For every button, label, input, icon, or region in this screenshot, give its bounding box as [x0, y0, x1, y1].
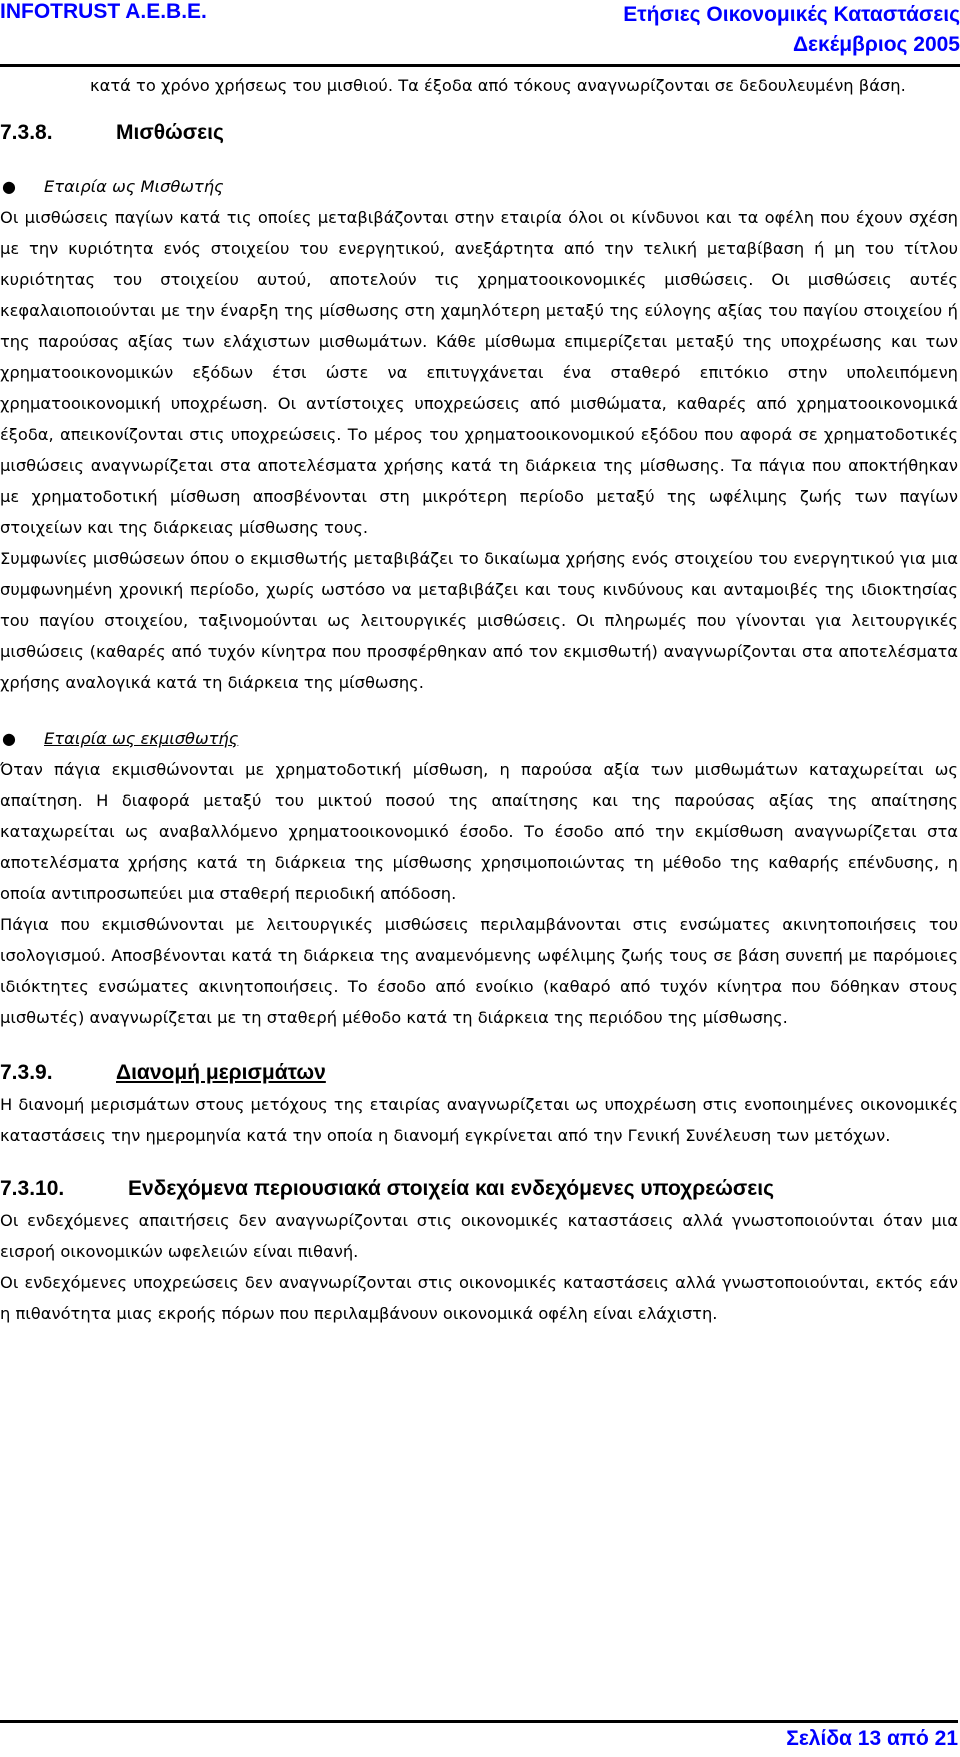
bullet-lessee — [0, 171, 958, 202]
section-number: 7.3.10. — [0, 1177, 65, 1200]
page-content — [0, 70, 958, 1329]
subsection-label-lessee: Εταιρία ως Μισθωτής — [44, 177, 224, 196]
page-footer — [0, 1720, 958, 1751]
lessee-paragraph-1: Οι μισθώσεις παγίων κατά τις οποίες μεταβιβάζονται στην εταιρία όλοι οι κίνδυνοι και τα οφέλη που έχουν σχέση με την κυριότητα ενός στοιχείου του ενεργητικού, ανεξάρτητα από την τελική μεταβίβαση ή μη του τίτλου κυριότητας του στοιχείου αυτού, αποτελούν τις χρηματοοικονομικές μισθώσεις. Οι μισθώσεις αυτές κεφαλαιοποιούνται με την έναρξη της μίσθωσης στη χαμηλότερη μεταξύ της εύλογης αξίας του παγίου στοιχείου ή της παρούσας αξίας των ελάχιστων μισθωμάτων. Κάθε μίσθωμα επιμερίζεται μεταξύ της υποχρέωσης και των χρηματοοικονομικών εξόδων έτσι ώστε να επιτυγχάνεται ένα σταθερό επιτόκιο στην υπολειπόμενη χρηματοοικονομική υποχρέωση. Οι αντίστοιχες υποχρεώσεις από μισθώματα, καθαρές από χρηματοοικονομικά έξοδα, απεικονίζονται στις υποχρεώσεις. Το μέρος του χρηματοοικονομικού εξόδου που αφορά σε χρηματοδοτικές μισθώσεις αναγνωρίζεται στα αποτελέσματα χρήσης κατά τη διάρκεια της μίσθωσης. Τα πάγια που αποκτήθηκαν με χρηματοδοτική μίσθωση αποσβένονται στη μικρότερη περίοδο μεταξύ της ωφέλιμης ζωής των παγίων στοιχείων και της διάρκειας μίσθωσης τους. — [0, 208, 958, 537]
section-title: Ενδεχόμενα περιουσιακά στοιχεία και ενδεχόμενες υποχρεώσεις — [128, 1177, 774, 1200]
section-title: Διανομή μερισμάτων — [116, 1061, 326, 1084]
bullet-lessor — [0, 723, 958, 754]
section-heading-contingencies — [0, 1175, 958, 1205]
company-name: INFOTRUST A.E.B.E. — [0, 0, 207, 23]
document-title: Ετήσιες Οικονομικές Καταστάσεις — [623, 3, 960, 26]
report-period: Δεκέμβριος 2005 — [792, 33, 960, 56]
intro-paragraph: κατά το χρόνο χρήσεως του μισθιού. Τα έξοδα από τόκους αναγνωρίζονται σε δεδουλευμένη βάση. — [90, 76, 906, 95]
dividends-paragraph: Η διανομή μερισμάτων στους μετόχους της εταιρίας αναγνωρίζεται ως υποχρέωση στις ενοποιημένες οικονομικές καταστάσεις την ημερομηνία κατά την οποία η διανομή εγκρίνεται από την Γενική Συνέλευση των μετόχων. — [0, 1095, 958, 1145]
lessor-paragraph-1: Όταν πάγια εκμισθώνονται με χρηματοδοτική μίσθωση, η παρούσα αξία των μισθωμάτων καταχωρείται ως απαίτηση. Η διαφορά μεταξύ του μικτού ποσού της απαίτησης και της παρούσας αξίας της απαίτησης καταχωρείται ως αναβαλλόμενο χρηματοοικονομικό έσοδο. Το έσοδο από την εκμίσθωση αναγνωρίζεται στα αποτελέσματα χρήσης κατά τη διάρκεια της μίσθωσης χρησιμοποιώντας τη μέθοδο της καθαρής επένδυσης, η οποία αντιπροσωπεύει μια σταθερή περιοδική απόδοση. — [0, 760, 958, 903]
bullet-icon: ● — [2, 177, 16, 196]
header-right — [623, 0, 960, 60]
contingencies-paragraph-2: Οι ενδεχόμενες υποχρεώσεις δεν αναγνωρίζονται στις οικονομικές καταστάσεις αλλά γνωστοποιούνται, εκτός εάν η πιθανότητα μιας εκροής πόρων που περιλαμβάνουν οικονομικά οφέλη είναι ελάχιστη. — [0, 1273, 958, 1323]
bullet-icon: ● — [2, 729, 16, 748]
lessor-paragraph-2: Πάγια που εκμισθώνονται με λειτουργικές μισθώσεις περιλαμβάνονται στις ενσώματες ακινητοποιήσεις του ισολογισμού. Αποσβένονται κατά τη διάρκεια της αναμενόμενης ωφέλιμης ζωής τους σε βάση συνεπή με παρόμοιες ιδιόκτητες ενσώματες ακινητοποιήσεις. Το έσοδο από ενοίκιο (καθαρό από τυχόν κίνητρα που δόθηκαν στους μισθωτές) αναγνωρίζεται με τη σταθερή μέθοδο κατά τη διάρκεια της περιόδου της μίσθωσης. — [0, 915, 958, 1027]
page-number: Σελίδα 13 από 21 — [786, 1727, 958, 1750]
section-heading-dividends — [0, 1059, 958, 1089]
section-number: 7.3.8. — [0, 121, 53, 144]
subsection-label-lessor: Εταιρία ως εκμισθωτής — [44, 729, 239, 748]
section-title: Μισθώσεις — [116, 121, 224, 144]
page-header — [0, 0, 960, 67]
lessee-paragraph-2: Συμφωνίες μισθώσεων όπου ο εκμισθωτής μεταβιβάζει το δικαίωμα χρήσης ενός στοιχείου του ενεργητικού για μια συμφωνημένη χρονική περίοδο, χωρίς ωστόσο να μεταβιβάζει και τους κινδύνους και ανταμοιβές της ιδιοκτησίας του παγίου στοιχείου, ταξινομούνται ως λειτουργικές μισθώσεις. Οι πληρωμές που γίνονται για λειτουργικές μισθώσεις (καθαρές από τυχόν κίνητρα που προσφέρθηκαν από τον εκμισθωτή) αναγνωρίζονται στα αποτελέσματα χρήσης αναλογικά κατά τη διάρκεια της μίσθωσης. — [0, 549, 958, 692]
section-number: 7.3.9. — [0, 1061, 53, 1084]
section-heading-leases — [0, 119, 958, 149]
contingencies-paragraph-1: Οι ενδεχόμενες απαιτήσεις δεν αναγνωρίζονται στις οικονομικές καταστάσεις αλλά γνωστοποιούνται όταν μια εισροή οικονομικών ωφελειών είναι πιθανή. — [0, 1211, 958, 1261]
